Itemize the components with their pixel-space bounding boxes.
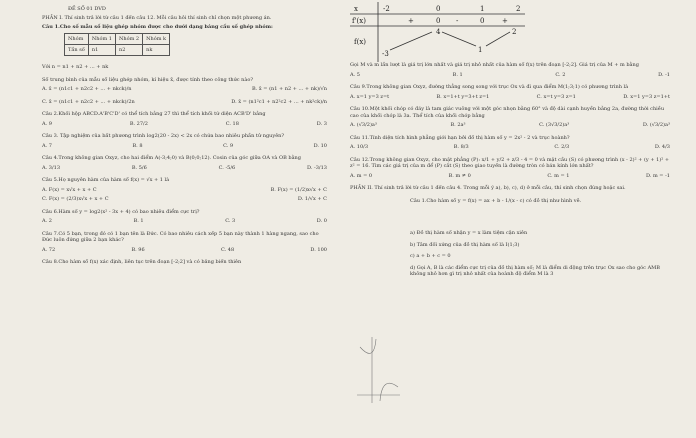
vt-x-value: 1 <box>480 5 485 13</box>
vt-sign: - <box>456 17 459 25</box>
part2-statement-b[interactable]: b) Tâm đối xứng của đồ thị hàm số là I(1;3) <box>410 241 520 248</box>
question-8-text: Câu 8.Cho hàm số f(x) xác định, liên tục trên đoạn [-2;2] và có bảng biến thiên <box>42 259 242 265</box>
option-b[interactable]: B. F(x) = (1/2)x√x + C <box>270 186 327 193</box>
option-a[interactable]: A. 5 <box>350 71 360 78</box>
variation-table <box>350 2 525 62</box>
option-c[interactable]: C. (3√3/2)a³ <box>539 122 570 128</box>
question-4-options <box>42 165 327 172</box>
option-b[interactable]: B. 1 <box>133 218 144 224</box>
table-cell: n1 <box>88 45 115 56</box>
option-c[interactable]: C. 18 <box>225 120 239 127</box>
vt-sign: + <box>502 17 508 25</box>
option-d[interactable]: D. 0 <box>316 218 327 224</box>
option-b[interactable]: B. 27/2 <box>129 120 148 127</box>
graph-curve <box>360 339 376 353</box>
question-6-text: Câu 6.Hàm số y = log2(x² - 3x + 4) có bao nhiêu điểm cực trị? <box>42 208 200 215</box>
question-8-options <box>350 72 670 79</box>
question-1-intro: Câu 1.Cho số mẫu số liệu ghép nhóm được cho dưới dạng bảng cấu số ghép nhóm: <box>42 24 273 30</box>
option-c[interactable]: C. F(x) = (2/3)x√x + x + C <box>42 196 109 202</box>
table-cell: Nhóm 1 <box>88 34 115 45</box>
option-b[interactable]: B. 8/3 <box>453 144 469 150</box>
vt-arrow <box>442 32 476 46</box>
option-a[interactable]: A. 9 <box>42 120 52 127</box>
function-graph-sketch <box>352 335 402 405</box>
option-b[interactable]: B. 5/6 <box>131 164 147 171</box>
question-1-text: Số trung bình của mẫu số liệu ghép nhóm, kí hiệu x̄, được tính theo công thức nào? <box>42 76 254 83</box>
option-c[interactable]: C. 48 <box>220 246 235 253</box>
option-d[interactable]: D. m = -1 <box>645 172 670 179</box>
option-d[interactable]: D. 4/3 <box>654 144 670 150</box>
question-10-options <box>350 122 670 129</box>
vt-arrow <box>486 32 510 46</box>
part2-statement-c[interactable]: c) a + b + c = 0 <box>410 253 451 259</box>
option-c[interactable]: C. 2 <box>555 71 566 78</box>
question-8-continued: Gọi M và m lần lượt là giá trị lớn nhất và giá trị nhỏ nhất của hàm số f(x) trên đoạn [-2;2]. Giá trị của M + m bằng <box>350 62 639 68</box>
table-cell: nk <box>143 45 170 56</box>
question-11-text: Câu 11.Tính diện tích hình phẳng giới hạn bởi đồ thị hàm số y = 2x² - 2 và trục hoành? <box>350 134 570 141</box>
frequency-table <box>64 33 170 56</box>
option-a[interactable]: A. 3/13 <box>42 164 61 171</box>
vt-sign: 0 <box>436 17 441 25</box>
vt-sign: + <box>408 17 414 25</box>
question-7-text: Câu 7.Có 5 bạn, trong đó có 1 bạn tên là Đức. Có bao nhiêu cách xếp 5 bạn này thành 1 hàng ngang, sao cho Đức luôn đứng giữa 2 bạn khác? <box>42 230 319 243</box>
option-d[interactable]: D. 100 <box>310 246 327 253</box>
question-12-text: Câu 12.Trong không gian Oxyz, cho mặt phẳng (P): x/1 + y/2 + z/3 - 4 = 0 và mặt cầu (S) có phương trình (x - 2)² + (y + 1)² + z² = 16. Tìm các giá trị của m để (P) cắt (S) theo giao tuyến là đường tròn có bán kính lớn nhất? <box>350 156 670 169</box>
table-cell: Tần số <box>65 45 89 56</box>
option-d[interactable]: D. 10 <box>313 142 327 149</box>
table-cell: Nhóm k <box>143 34 170 45</box>
right-column <box>350 62 670 278</box>
option-d[interactable]: D. (√3/2)a³ <box>642 122 670 128</box>
option-c[interactable]: C. 3 <box>225 218 236 224</box>
vt-f-value: 4 <box>436 28 441 36</box>
question-9-text: Câu 9.Trong không gian Oxyz, đường thẳng song song với trục Ox và đi qua điểm M(1;3;1) có phương trình là <box>350 84 629 90</box>
question-12-options <box>350 173 670 180</box>
vt-arrow <box>390 32 432 50</box>
left-column <box>42 64 327 266</box>
option-a[interactable]: A. 10/3 <box>350 144 369 150</box>
question-3-options <box>42 143 327 150</box>
part1-instruction: PHẦN I. Thí sinh trả lời từ câu 1 đến câu 12. Mỗi câu hỏi thí sinh chỉ chọn một phương án. <box>42 15 272 21</box>
vt-x-value: 0 <box>436 5 441 13</box>
option-d[interactable]: D. 1/√x + C <box>297 196 327 202</box>
option-b[interactable]: B. 2a³ <box>450 122 466 128</box>
table-cell: Nhóm <box>65 34 89 45</box>
question-1-note: Với n = n1 + n2 + ... + nk <box>42 64 109 70</box>
option-d[interactable]: D. -1 <box>658 71 670 78</box>
option-b[interactable]: B. m ≠ 0 <box>448 172 471 179</box>
option-b[interactable]: B. 1 <box>452 71 463 78</box>
option-d[interactable]: D. x̄ = (n1²c1 + n2²c2 + ... + nk²ck)/n <box>231 98 327 105</box>
vt-f-value: 1 <box>478 46 483 54</box>
vt-f-label: f(x) <box>354 38 367 46</box>
question-4-text: Câu 4.Trong không gian Oxyz, cho hai điểm A(-3;4;0) và B(0;0;12). Cosin của góc giữa OA và OB bằng <box>42 155 301 161</box>
vt-x-value: -2 <box>383 5 390 13</box>
question-1-options-2 <box>42 99 327 106</box>
option-c[interactable]: C. x̄ = (n1c1 + n2c2 + ... + nkck)/2n <box>42 98 135 105</box>
option-c[interactable]: C. -5/6 <box>218 164 236 171</box>
table-header-row <box>65 34 170 45</box>
vt-x-value: 2 <box>516 5 521 13</box>
question-6-options <box>42 218 327 225</box>
option-b[interactable]: B. x̄ = (n1 + n2 + ... + nk)/√n <box>252 86 327 92</box>
vt-f-value: 2 <box>512 28 517 36</box>
option-d[interactable]: D. 3 <box>316 120 327 127</box>
option-d[interactable]: D. -3/13 <box>307 164 327 171</box>
option-a[interactable]: A. (√3/2)a³ <box>350 122 377 128</box>
option-a[interactable]: A. F(x) = x√x + x + C <box>42 186 97 193</box>
question-2-options <box>42 121 327 128</box>
question-5-options <box>42 187 327 194</box>
question-7-options <box>42 247 327 254</box>
question-2-text: Câu 2.Khối hộp ABCD.A'B'C'D' có thể tích bằng 27 thì thể tích khối tứ diện ACB'D' bằng <box>42 111 266 117</box>
question-11-options <box>350 144 670 151</box>
option-a[interactable]: A. m = 0 <box>350 172 373 179</box>
option-a[interactable]: A. 7 <box>42 142 52 149</box>
vt-sign: 0 <box>480 17 485 25</box>
option-b[interactable]: B. 8 <box>132 142 143 149</box>
option-a[interactable]: A. x=1 y=3 z=t <box>350 93 390 100</box>
vt-fp-label: f'(x) <box>352 17 366 25</box>
option-c[interactable]: C. x=t y=3 z=1 <box>536 93 576 100</box>
option-c[interactable]: C. 2/3 <box>554 144 570 150</box>
vt-f-value: -3 <box>382 50 389 58</box>
table-row <box>65 45 170 56</box>
option-a[interactable]: A. x̄ = (n1c1 + n2c2 + ... + nkck)/n <box>42 86 132 92</box>
option-a[interactable]: A. 72 <box>42 246 56 253</box>
question-10-text: Câu 10.Một khối chóp có đáy là tam giác vuông với một góc nhọn bằng 60° và độ dài cạnh huyền bằng 2a, đường thời chiều cao của khối chóp là 3a. Thể tích của khối chóp bằng <box>350 106 665 119</box>
question-5-text: Câu 5.Họ nguyên hàm của hàm số f(x) = √x + 1 là <box>42 177 170 183</box>
exam-code: ĐỀ SỐ 01 DVD <box>68 6 106 12</box>
question-3-text: Câu 3. Tập nghiệm của bất phương trình log2(20 - 2x) < 2x có chứa bao nhiêu phần tử nguyên? <box>42 133 285 139</box>
option-c[interactable]: C. 9 <box>223 142 234 149</box>
part2-instruction: PHẦN II. Thí sinh trả lời từ câu 1 đến câu 4. Trong mỗi ý a), b), c), d) ở mỗi câu, thí sinh chọn đúng hoặc sai. <box>350 185 626 191</box>
option-a[interactable]: A. 2 <box>42 218 52 224</box>
table-cell: n2 <box>115 45 142 56</box>
part2-statement-a[interactable]: a) Đồ thị hàm số nhận y = x làm tiệm cận xiên <box>410 230 528 236</box>
question-1-options <box>42 86 327 93</box>
option-d[interactable]: D. x=1 y=3 z=1+t <box>623 93 670 100</box>
option-b[interactable]: B. 96 <box>131 246 145 253</box>
graph-curve <box>380 383 398 401</box>
part2-statement-d[interactable]: d) Gọi A, B là các điểm cực trị của đồ thị hàm số; M là điểm di động trên trục Ox sao cho góc AMB không nhỏ hơn gì trị nhỏ nhất của hoành độ điểm M là 3 <box>410 264 660 277</box>
option-c[interactable]: C. m = 1 <box>547 172 570 179</box>
table-cell: Nhóm 2 <box>115 34 142 45</box>
question-9-options <box>350 94 670 101</box>
question-5-options-2 <box>42 196 327 203</box>
vt-x-label: x <box>354 5 358 13</box>
option-b[interactable]: B. x=1+t y=3+t z=1 <box>436 93 490 100</box>
part2-question-1: Câu 1.Cho hàm số y = f(x) = ax + b - 1/(x - c) có đồ thị như hình vẽ. <box>410 197 582 204</box>
